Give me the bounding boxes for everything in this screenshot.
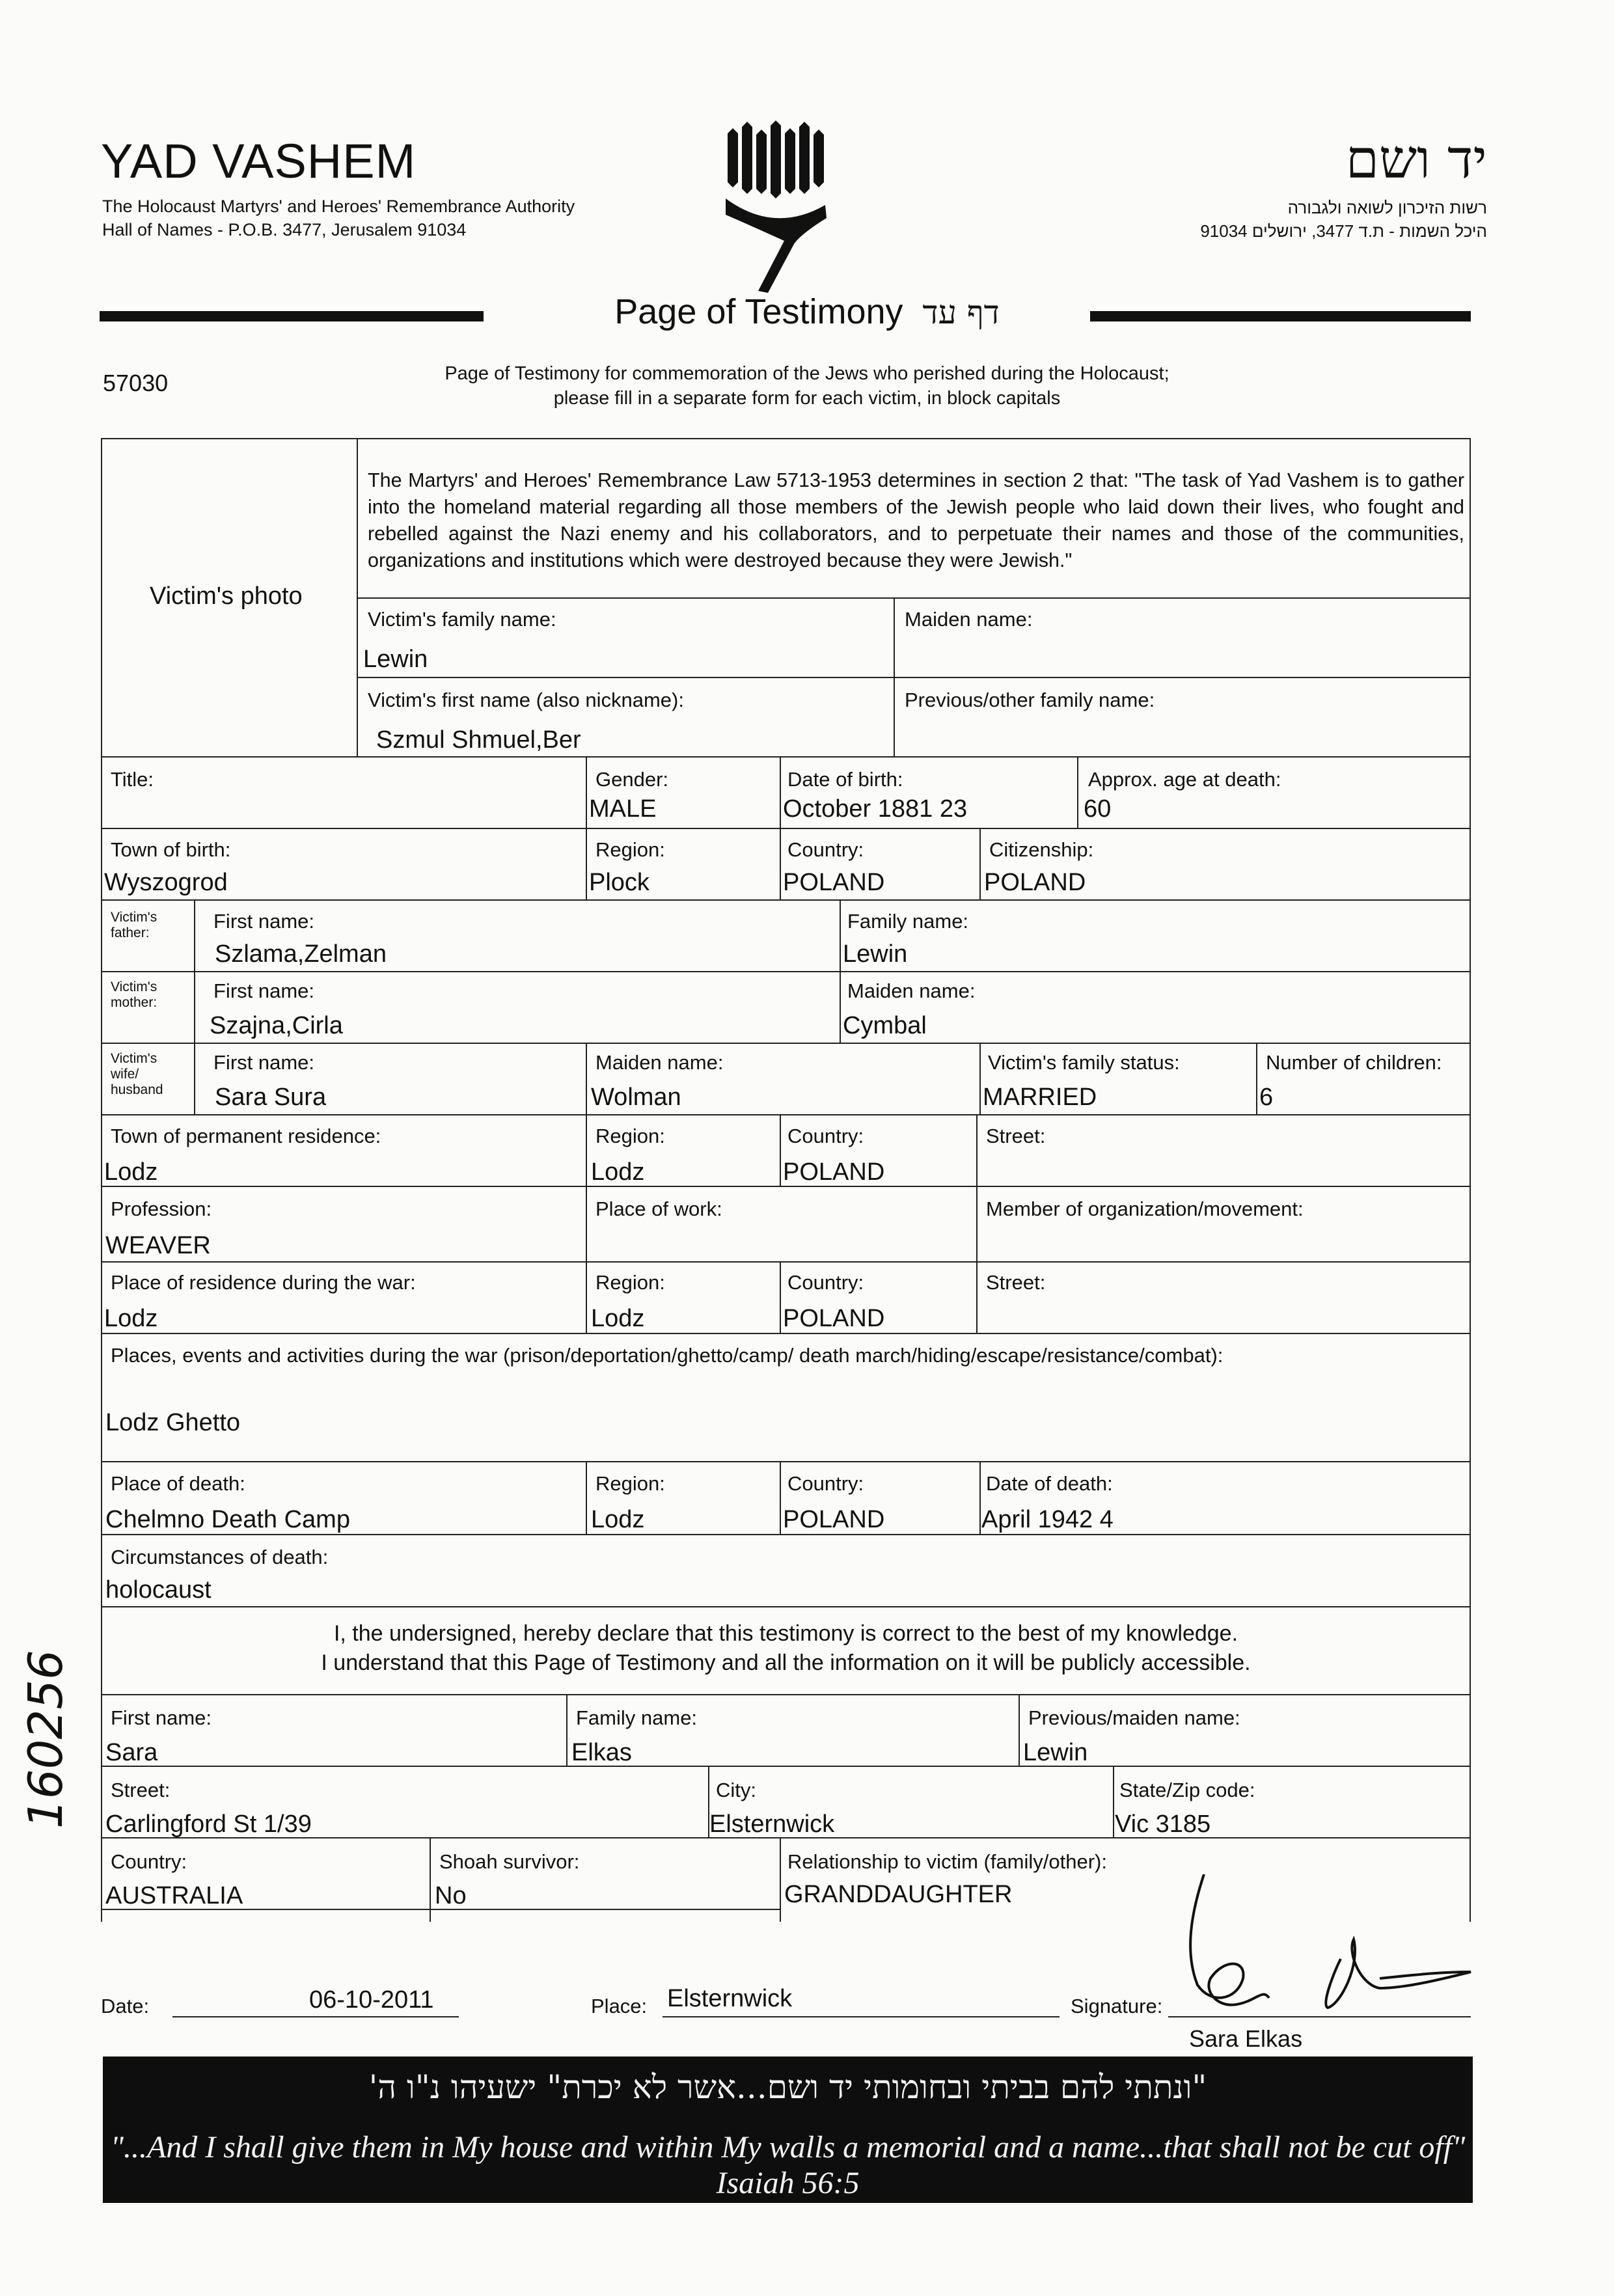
shoah-survivor-value: No bbox=[435, 1882, 467, 1909]
margin-handwritten-number: 160256 bbox=[18, 1650, 73, 1829]
relationship-label: Relationship to victim (family/other): bbox=[787, 1850, 1107, 1873]
org-line1: The Holocaust Martyrs' and Heroes' Remembrance Authority bbox=[102, 197, 575, 216]
date-value: 06-10-2011 bbox=[309, 1986, 434, 2014]
father-family-value: Lewin bbox=[843, 940, 908, 968]
residence-country-label: Country: bbox=[787, 1125, 864, 1147]
gender-label: Gender: bbox=[595, 768, 669, 791]
mother-maiden-label: Maiden name: bbox=[847, 979, 976, 1002]
residence-country-value: POLAND bbox=[783, 1158, 885, 1186]
mother-tag: Victim's mother: bbox=[111, 979, 157, 1010]
war-residence-label: Place of residence during the war: bbox=[111, 1271, 416, 1294]
death-region-label: Region: bbox=[595, 1472, 665, 1495]
age-value: 60 bbox=[1084, 795, 1112, 823]
form-intro: Page of Testimony for commemoration of the Jews who perished during the Holocaust; please fill in a separate form for each victim, in block capitals bbox=[445, 363, 1169, 409]
title-label: Title: bbox=[111, 768, 154, 791]
signer-name: Sara Elkas bbox=[1189, 2025, 1303, 2052]
footer-english-quote: "...And I shall give them in My house and within My walls a memorial and a name...that shall not be cut off" Isaiah 56:5 bbox=[110, 2130, 1466, 2200]
submitter-country-value: AUSTRALIA bbox=[105, 1882, 243, 1909]
submitter-street-label: Street: bbox=[111, 1779, 171, 1801]
mother-maiden-value: Cymbal bbox=[843, 1012, 927, 1039]
spouse-first-value: Sara Sura bbox=[215, 1084, 327, 1111]
citizenship-value: POLAND bbox=[984, 869, 1086, 896]
citizenship-label: Citizenship: bbox=[989, 838, 1094, 861]
age-label: Approx. age at death: bbox=[1088, 768, 1281, 791]
residence-region-label: Region: bbox=[595, 1125, 665, 1147]
spouse-first-label: First name: bbox=[213, 1051, 315, 1074]
spouse-tag: Victim's wife/ husband bbox=[111, 1051, 163, 1097]
submitter-first-label: First name: bbox=[111, 1706, 212, 1729]
law-text: The Martyrs' and Heroes' Remembrance Law 5713-1953 determines in section 2 that: "The task of Yad Vashem is to gather into the homeland material regarding all those members of the Jewish people who laid down their lives, who fought and rebelled against the Nazi enemy and his collaborators, and to perpetuate their names and those of the communities, organizations and institutions which were destroyed because they were Jewish." bbox=[368, 469, 1464, 571]
org-line1-hebrew: רשות הזיכרון לשואה ולגבורה bbox=[1287, 198, 1487, 217]
town-birth-label: Town of birth: bbox=[111, 838, 231, 861]
town-birth-value: Wyszogrod bbox=[104, 869, 228, 896]
war-residence-value: Lodz bbox=[104, 1305, 158, 1332]
war-street-label: Street: bbox=[986, 1271, 1046, 1294]
first-name-value: Szmul Shmuel,Ber bbox=[376, 726, 581, 754]
profession-value: WEAVER bbox=[105, 1232, 211, 1259]
mother-first-label: First name: bbox=[213, 979, 315, 1002]
relationship-value: GRANDDAUGHTER bbox=[784, 1881, 1013, 1908]
country-birth-label: Country: bbox=[787, 838, 864, 861]
declaration: I, the undersigned, hereby declare that this testimony is correct to the best of my knowledge. I understand that this Page of Testimony and all the information on it will be publicly accessible. bbox=[321, 1621, 1251, 1675]
death-date-label: Date of death: bbox=[986, 1472, 1113, 1495]
profession-label: Profession: bbox=[111, 1197, 212, 1220]
death-country-label: Country: bbox=[787, 1472, 864, 1495]
signature-scribble-icon bbox=[1165, 1874, 1477, 2024]
footer-hebrew-quote: "ונתתי להם בביתי ובחומותי יד ושם...אשר לא יכרת" ישעיהו נ"ו ה' bbox=[368, 2068, 1207, 2106]
org-line2-hebrew: היכל השמות - ת.ד 3477, ירושלים 91034 bbox=[1200, 221, 1487, 241]
signature-label: Signature: bbox=[1071, 1995, 1163, 2017]
circumstances-label: Circumstances of death: bbox=[111, 1546, 329, 1568]
submitter-first-value: Sara bbox=[105, 1739, 158, 1766]
family-status-label: Victim's family status: bbox=[988, 1051, 1180, 1074]
family-name-label: Victim's family name: bbox=[368, 608, 556, 631]
death-place-label: Place of death: bbox=[111, 1472, 245, 1495]
mother-first-value: Szajna,Cirla bbox=[210, 1012, 343, 1039]
father-family-label: Family name: bbox=[847, 910, 969, 933]
residence-town-value: Lodz bbox=[104, 1158, 158, 1186]
residence-region-value: Lodz bbox=[591, 1158, 645, 1186]
yad-vashem-logo-icon bbox=[722, 120, 833, 296]
events-value: Lodz Ghetto bbox=[105, 1409, 241, 1436]
org-line2: Hall of Names - P.O.B. 3477, Jerusalem 91034 bbox=[102, 220, 467, 239]
region-birth-label: Region: bbox=[595, 838, 665, 861]
place-of-work-label: Place of work: bbox=[595, 1197, 722, 1220]
death-country-value: POLAND bbox=[783, 1506, 885, 1533]
submitter-state-value: Vic 3185 bbox=[1115, 1811, 1211, 1838]
dob-value: October 1881 23 bbox=[783, 795, 968, 823]
submitter-prev-label: Previous/maiden name: bbox=[1028, 1706, 1240, 1729]
submitter-city-value: Elsternwick bbox=[709, 1811, 835, 1838]
children-label: Number of children: bbox=[1266, 1051, 1442, 1074]
death-place-value: Chelmno Death Camp bbox=[105, 1506, 350, 1533]
submitter-family-value: Elkas bbox=[571, 1739, 632, 1766]
residence-town-label: Town of permanent residence: bbox=[111, 1125, 381, 1147]
shoah-survivor-label: Shoah survivor: bbox=[439, 1850, 580, 1873]
member-org-label: Member of organization/movement: bbox=[986, 1197, 1304, 1220]
previous-family-name-label: Previous/other family name: bbox=[905, 689, 1155, 711]
submitter-prev-value: Lewin bbox=[1023, 1739, 1088, 1766]
place-label: Place: bbox=[591, 1995, 648, 2017]
submitter-street-value: Carlingford St 1/39 bbox=[105, 1811, 312, 1838]
country-birth-value: POLAND bbox=[783, 869, 885, 896]
war-country-label: Country: bbox=[787, 1271, 864, 1294]
gender-value: MALE bbox=[589, 795, 657, 823]
war-region-value: Lodz bbox=[591, 1305, 645, 1332]
victim-photo-label: Victim's photo bbox=[150, 582, 303, 610]
submitter-city-label: City: bbox=[716, 1779, 756, 1801]
date-label: Date: bbox=[101, 1995, 150, 2017]
death-date-value: April 1942 4 bbox=[981, 1506, 1114, 1533]
place-value: Elsternwick bbox=[667, 1985, 793, 2012]
father-first-label: First name: bbox=[213, 910, 315, 933]
org-name: YAD VASHEM bbox=[101, 134, 417, 188]
dob-label: Date of birth: bbox=[787, 768, 903, 791]
submitter-country-label: Country: bbox=[111, 1850, 187, 1873]
form-title: Page of Testimony דף עד bbox=[614, 292, 1000, 331]
maiden-name-label: Maiden name: bbox=[905, 608, 1033, 631]
family-status-value: MARRIED bbox=[983, 1084, 1097, 1111]
first-name-label: Victim's first name (also nickname): bbox=[368, 689, 684, 711]
events-label: Places, events and activities during the war (prison/deportation/ghetto/camp/ death march/hiding/escape/resistance/combat): bbox=[111, 1344, 1224, 1367]
spouse-maiden-value: Wolman bbox=[591, 1084, 681, 1111]
war-region-label: Region: bbox=[595, 1271, 665, 1294]
children-value: 6 bbox=[1259, 1084, 1274, 1111]
death-region-value: Lodz bbox=[591, 1506, 645, 1533]
region-birth-value: Plock bbox=[589, 869, 650, 896]
war-country-value: POLAND bbox=[783, 1305, 885, 1332]
submitter-family-label: Family name: bbox=[576, 1706, 698, 1729]
org-name-hebrew: יד ושם bbox=[1345, 129, 1487, 191]
footer-quote-band bbox=[103, 2057, 1473, 2203]
residence-street-label: Street: bbox=[986, 1125, 1046, 1147]
family-name-value: Lewin bbox=[363, 646, 428, 673]
spouse-maiden-label: Maiden name: bbox=[595, 1051, 724, 1074]
doc-number: 57030 bbox=[103, 370, 169, 396]
father-tag: Victim's father: bbox=[111, 910, 157, 940]
submitter-state-label: State/Zip code: bbox=[1119, 1779, 1255, 1801]
circumstances-value: holocaust bbox=[105, 1576, 212, 1604]
father-first-value: Szlama,Zelman bbox=[215, 940, 387, 968]
